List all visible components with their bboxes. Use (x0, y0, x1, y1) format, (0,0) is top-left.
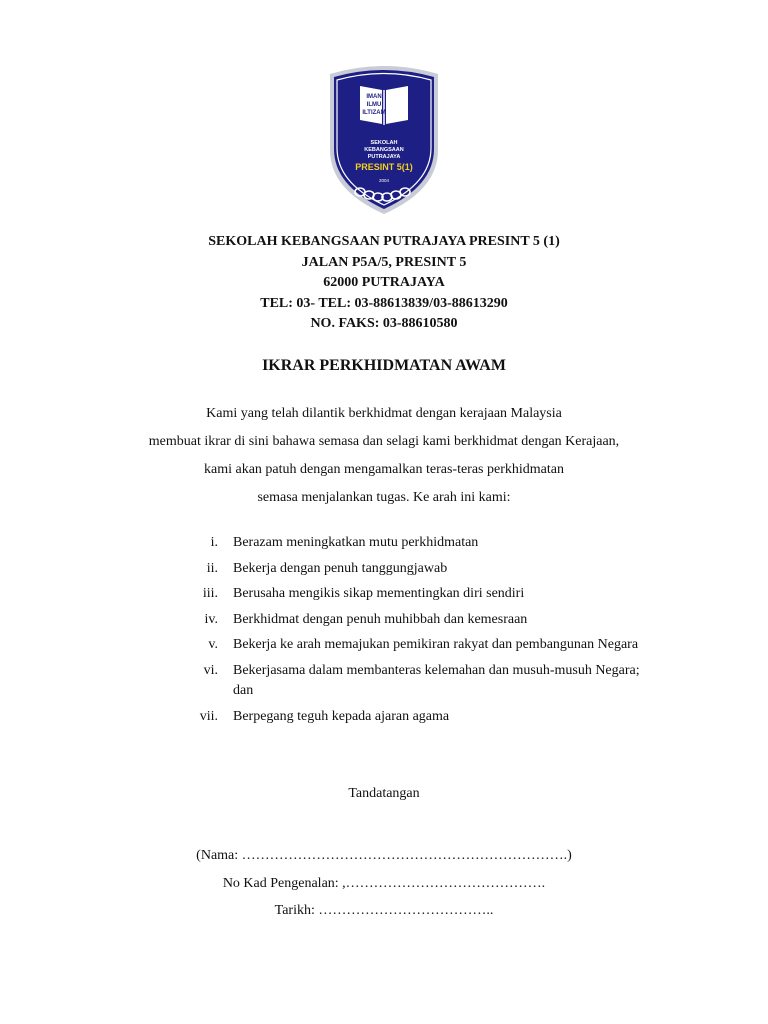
pledge-text: Bekerjasama dalam membanteras kelemahan dan musuh-musuh Negara; dan (233, 662, 640, 698)
header-telephone: TEL: 03- TEL: 03-88613839/03-88613290 (260, 295, 508, 311)
school-address-header (0, 232, 768, 335)
intro-line: semasa menjalankan tugas. Ke arah ini kami: (257, 490, 511, 505)
list-item (0, 635, 768, 656)
header-street: JALAN P5A/5, PRESINT 5 (301, 254, 467, 270)
header-city: 62000 PUTRAJAYA (323, 275, 445, 290)
crest-school-3: PUTRAJAYA (367, 154, 401, 160)
intro-line: Kami yang telah dilantik berkhidmat dengan kerajaan Malaysia (206, 406, 562, 421)
school-crest-logo (326, 64, 442, 216)
pledge-number: vi. (203, 662, 218, 678)
header-school-name: SEKOLAH KEBANGSAAN PUTRAJAYA PRESINT 5 (1) (208, 234, 560, 249)
crest-school-2: KEBANGSAAN (364, 147, 404, 153)
list-item (0, 610, 768, 631)
crest-presint: PRESINT 5(1) (355, 162, 413, 172)
list-item (0, 533, 768, 554)
intro-line: membuat ikrar di sini bahawa semasa dan selagi kami berkhidmat dengan Kerajaan, (148, 434, 620, 449)
crest-year: 2004 (378, 178, 390, 183)
crest-school-1: SEKOLAH (370, 140, 398, 146)
crest-motto-1: IMAN (366, 94, 382, 100)
pledge-text: Berkhidmat dengan penuh muhibbah dan kemesraan (233, 611, 528, 627)
document-title: IKRAR PERKHIDMATAN AWAM (262, 357, 506, 374)
list-item (0, 707, 768, 728)
name-field: (Nama: …………………………………………………………….) (196, 848, 572, 863)
list-item (0, 584, 768, 605)
crest-motto-2: ILMU (366, 102, 382, 108)
pledge-text: Berazam meningkatkan mutu perkhidmatan (233, 535, 479, 550)
signature-label: Tandatangan (348, 786, 420, 801)
pledge-number: v. (208, 637, 218, 652)
list-item (0, 559, 768, 580)
pledge-number: iv. (204, 611, 218, 627)
pledge-text: Berusaha mengikis sikap mementingkan diri sendiri (233, 586, 525, 601)
pledge-text: Berpegang teguh kepada ajaran agama (233, 708, 450, 724)
pledge-text: Bekerja dengan penuh tanggungjawab (233, 560, 448, 576)
crest-motto-3: ILTIZAM (362, 110, 386, 116)
pledge-number: ii. (206, 560, 218, 576)
pledge-list (0, 533, 768, 732)
pledge-number: vii. (199, 708, 218, 724)
ic-number-field: No Kad Pengenalan: ,……………………………………. (222, 876, 546, 891)
header-fax: NO. FAKS: 03-88610580 (310, 316, 458, 331)
pledge-number: iii. (202, 586, 218, 601)
intro-paragraph (0, 400, 768, 512)
pledge-text: Bekerja ke arah memajukan pemikiran rakyat dan pembangunan Negara (233, 637, 639, 652)
list-item (0, 661, 768, 702)
intro-line: kami akan patuh dengan mengamalkan teras-teras perkhidmatan (204, 462, 564, 477)
pledge-number: i. (210, 535, 218, 550)
date-field: Tarikh: ……………………………….. (274, 903, 494, 918)
